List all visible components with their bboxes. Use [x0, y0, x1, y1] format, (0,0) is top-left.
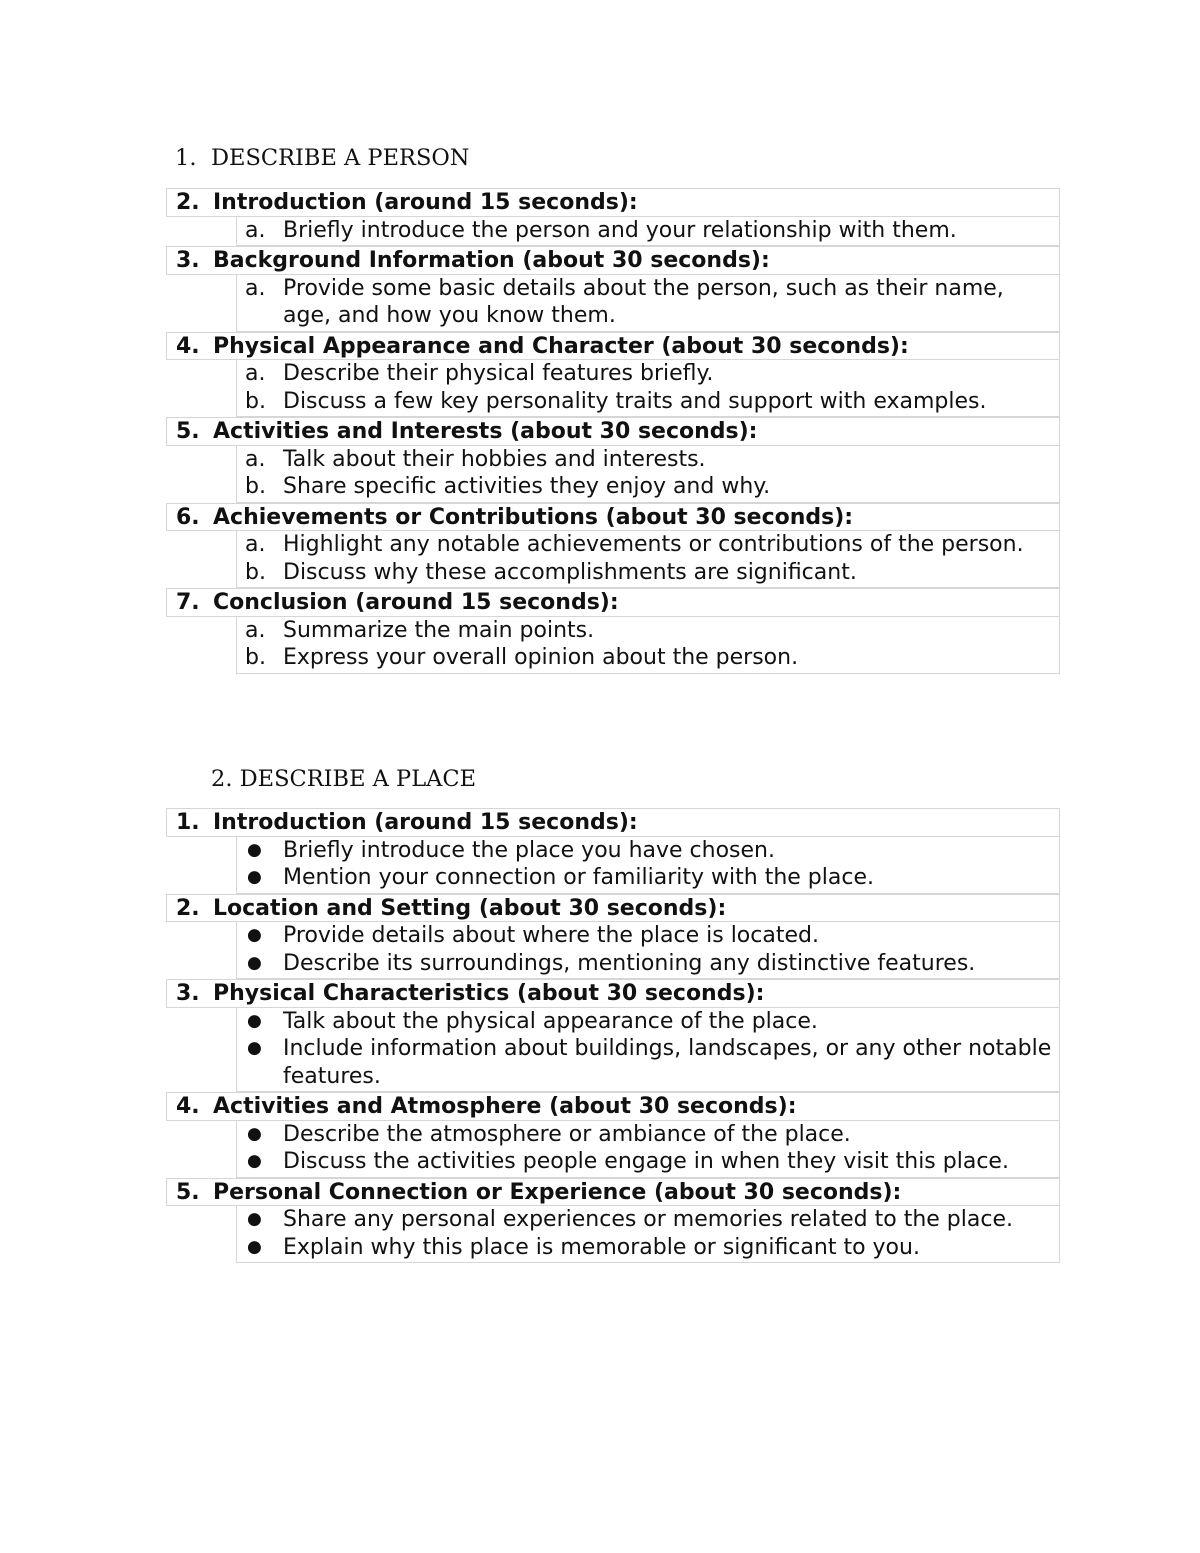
outline-point-text: Briefly introduce the person and your relationship with them.: [283, 217, 957, 243]
outline-item-title: Activities and Interests (about 30 seconds):: [213, 419, 758, 444]
outline-point: [237, 1035, 1059, 1090]
outline-point-letter: a.: [245, 617, 266, 643]
outline-point-letter: a.: [245, 361, 266, 386]
outline-point-letter: b.: [245, 388, 266, 414]
outline-point-letter: a.: [245, 532, 266, 557]
bullet-icon: ●: [247, 952, 262, 973]
outline-item-heading: [166, 1092, 1060, 1121]
outline-point: [237, 275, 1059, 330]
outline-point-text: Describe its surroundings, mentioning any distinctive features.: [283, 950, 976, 976]
section-heading-number: 1.: [175, 145, 197, 171]
outline-point-text: Share any personal experiences or memories related to the place.: [283, 1207, 1013, 1232]
section-heading-describe-place: 2. DESCRIBE A PLACE: [211, 766, 477, 792]
outline-point-text: Describe their physical features briefly.: [283, 361, 714, 386]
outline-point: [237, 922, 1059, 950]
outline-point: [237, 559, 1059, 587]
outline-item-heading: [166, 332, 1060, 361]
person-outline: [166, 188, 1060, 674]
outline-point-letter: a.: [245, 217, 266, 243]
outline-item-points: [236, 531, 1060, 588]
outline-item-number: 2.: [176, 190, 200, 215]
outline-item-title: Introduction (around 15 seconds):: [213, 190, 638, 215]
outline-point-text: Provide details about where the place is located.: [283, 923, 819, 948]
outline-item-heading: [166, 503, 1060, 532]
section-heading-text: DESCRIBE A PERSON: [211, 145, 470, 171]
outline-item-number: 4.: [176, 333, 200, 359]
bullet-icon: ●: [247, 1151, 262, 1171]
bullet-icon: ●: [247, 1123, 262, 1144]
outline-point-text: Highlight any notable achievements or contributions of the person.: [283, 532, 1024, 557]
outline-point: [237, 473, 1059, 501]
outline-point: [237, 1234, 1059, 1262]
bullet-icon: ●: [247, 1038, 262, 1058]
outline-item-heading: [166, 246, 1060, 275]
outline-item-number: 3.: [176, 981, 200, 1006]
outline-item-title: Background Information (about 30 seconds):: [213, 248, 770, 273]
bullet-icon: ●: [247, 839, 262, 860]
bullet-icon: ●: [247, 1236, 262, 1257]
outline-point: [237, 1121, 1059, 1149]
outline-point: [237, 1206, 1059, 1234]
outline-point: [237, 864, 1059, 892]
outline-point-letter: b.: [245, 645, 266, 670]
outline-item-points: [236, 837, 1060, 894]
outline-item-title: Introduction (around 15 seconds):: [213, 810, 638, 835]
outline-item-heading: [166, 808, 1060, 837]
outline-point-text: Describe the atmosphere or ambiance of the place.: [283, 1121, 851, 1147]
outline-point: [237, 837, 1059, 865]
outline-point: [237, 950, 1059, 978]
outline-item-title: Conclusion (around 15 seconds):: [213, 590, 619, 615]
outline-item-number: 7.: [176, 590, 200, 615]
outline-item-number: 1.: [176, 810, 200, 835]
outline-item-title: Physical Characteristics (about 30 seconds):: [213, 981, 765, 1006]
outline-item-points: [236, 217, 1060, 247]
outline-point-text: Share specific activities they enjoy and why.: [283, 474, 771, 499]
outline-item-title: Achievements or Contributions (about 30 seconds):: [213, 504, 854, 530]
outline-point-letter: a.: [245, 446, 266, 472]
outline-point: [237, 1148, 1059, 1176]
outline-point-text: Briefly introduce the place you have chosen.: [283, 837, 775, 863]
outline-item-heading: [166, 188, 1060, 217]
outline-item-points: [236, 446, 1060, 503]
outline-item-heading: [166, 979, 1060, 1008]
bullet-icon: ●: [247, 925, 262, 945]
outline-item-points: [236, 275, 1060, 332]
outline-point-text: Discuss why these accomplishments are significant.: [283, 559, 857, 585]
outline-point-text: Include information about buildings, landscapes, or any other notable features.: [283, 1036, 1052, 1089]
outline-point-letter: a.: [245, 275, 266, 301]
outline-item-heading: [166, 588, 1060, 617]
outline-point-text: Mention your connection or familiarity with the place.: [283, 865, 874, 890]
outline-item-heading: [166, 894, 1060, 923]
outline-point: [237, 360, 1059, 388]
outline-point-text: Discuss the activities people engage in when they visit this place.: [283, 1149, 1009, 1174]
outline-item-title: Activities and Atmosphere (about 30 seconds):: [213, 1094, 797, 1119]
outline-item-points: [236, 1008, 1060, 1093]
outline-point-text: Explain why this place is memorable or significant to you.: [283, 1234, 920, 1260]
outline-item-points: [236, 617, 1060, 674]
section-heading-describe-person: [175, 147, 470, 170]
outline-point: [237, 446, 1059, 474]
outline-point: [237, 388, 1059, 416]
outline-item-points: [236, 360, 1060, 417]
place-outline: [166, 808, 1060, 1263]
outline-item-points: [236, 1206, 1060, 1263]
outline-point-text: Talk about their hobbies and interests.: [283, 446, 706, 472]
outline-point: [237, 617, 1059, 645]
outline-item-points: [236, 1121, 1060, 1178]
outline-item-title: Physical Appearance and Character (about 30 seconds):: [213, 333, 909, 359]
outline-point-letter: b.: [245, 559, 266, 585]
outline-item-title: Location and Setting (about 30 seconds):: [213, 895, 727, 921]
outline-point-text: Provide some basic details about the person, such as their name, age, and how you know them.: [283, 275, 1004, 328]
outline-item-number: 5.: [176, 419, 200, 444]
outline-point-text: Summarize the main points.: [283, 617, 595, 643]
outline-item-number: 5.: [176, 1179, 200, 1205]
outline-item-number: 6.: [176, 504, 200, 530]
outline-item-heading: [166, 417, 1060, 446]
outline-item-number: 4.: [176, 1094, 200, 1119]
outline-item-title: Personal Connection or Experience (about 30 seconds):: [213, 1179, 902, 1205]
outline-point-letter: b.: [245, 474, 266, 499]
outline-item-number: 3.: [176, 248, 200, 273]
outline-point: [237, 644, 1059, 672]
outline-point-text: Talk about the physical appearance of the place.: [283, 1008, 818, 1034]
outline-item-points: [236, 922, 1060, 979]
bullet-icon: ●: [247, 867, 262, 887]
outline-point-text: Discuss a few key personality traits and support with examples.: [283, 388, 987, 414]
outline-point: [237, 531, 1059, 559]
outline-point: [237, 217, 1059, 245]
bullet-icon: ●: [247, 1010, 262, 1031]
bullet-icon: ●: [247, 1209, 262, 1229]
outline-item-number: 2.: [176, 895, 200, 921]
outline-item-heading: [166, 1178, 1060, 1207]
outline-point: [237, 1008, 1059, 1036]
outline-point-text: Express your overall opinion about the person.: [283, 645, 799, 670]
